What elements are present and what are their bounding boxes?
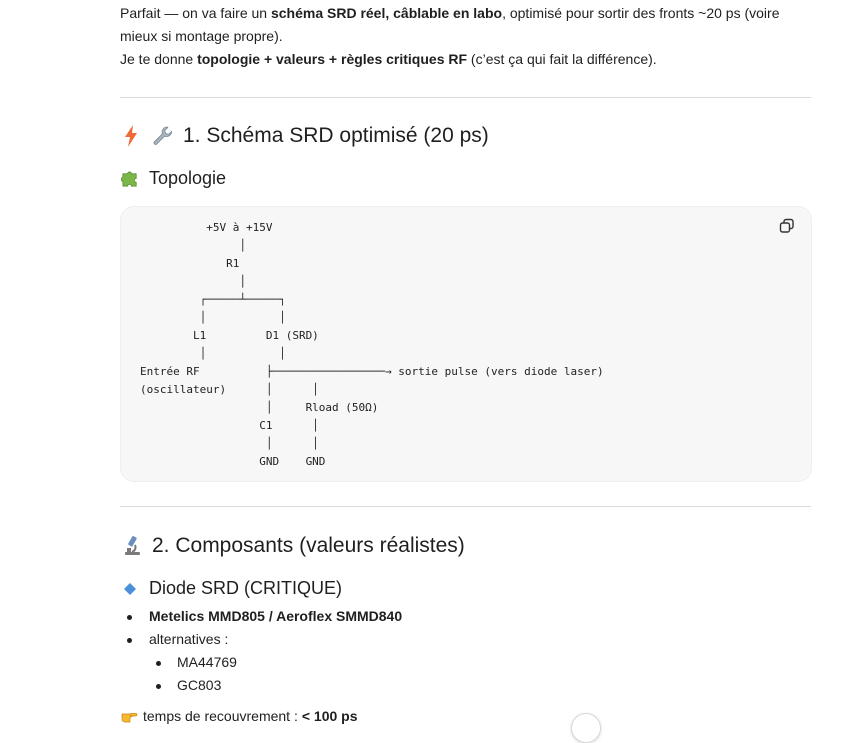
diamond-icon: [120, 583, 140, 595]
separator: [120, 506, 811, 507]
lightning-icon: [120, 125, 142, 147]
recovery-time-line: [120, 708, 358, 724]
list-item: Metelics MMD805 / Aeroflex SMMD840: [120, 605, 402, 628]
chat-message: [120, 0, 811, 724]
intro-line-1: Parfait — on va faire un schéma SRD réel, câblable en labo, optimisé pour sortir des fronts ~20 ps (voire: [120, 5, 780, 21]
wrench-icon: [152, 126, 174, 146]
section-1-heading: [120, 124, 489, 148]
topologie-title: Topologie: [149, 168, 227, 188]
code-block: [120, 206, 812, 482]
list-item: alternatives :: [120, 628, 402, 651]
scroll-down-button[interactable]: [571, 713, 601, 743]
copy-icon[interactable]: [779, 218, 797, 236]
intro-line-2: mieux si montage propre).: [120, 28, 283, 44]
section-1-title: 1. Schéma SRD optimisé (20 ps): [183, 124, 489, 147]
section-2-heading: [120, 534, 465, 558]
pointing-hand-icon: [120, 709, 138, 723]
code-content: +5V à +15V │ R1 │ ┌─────┴─────┐ │ │ L1 D1 (SRD) │ │ Entrée RF ├─────────────────→ sortie pulse (vers diode laser) (oscillateur) │ │ │ Rload (50Ω) C1 │ │ │ GND GND: [140, 221, 604, 468]
topologie-heading: [120, 168, 226, 189]
diode-srd-heading: [120, 578, 342, 599]
intro-text: [120, 2, 811, 71]
microscope-icon: [120, 535, 144, 557]
list-item: MA44769: [120, 651, 402, 674]
separator: [120, 97, 811, 98]
intro-line-3: Je te donne topologie + valeurs + règles critiques RF (c’est ça qui fait la différence).: [120, 51, 657, 67]
recovery-label: temps de recouvrement :: [143, 708, 298, 724]
list-item: GC803: [120, 674, 402, 697]
component-list: [120, 605, 402, 697]
recovery-value: < 100 ps: [301, 708, 358, 724]
diode-srd-title: Diode SRD (CRITIQUE): [149, 578, 343, 598]
section-2-title: 2. Composants (valeurs réalistes): [152, 534, 465, 557]
puzzle-icon: [120, 169, 140, 188]
